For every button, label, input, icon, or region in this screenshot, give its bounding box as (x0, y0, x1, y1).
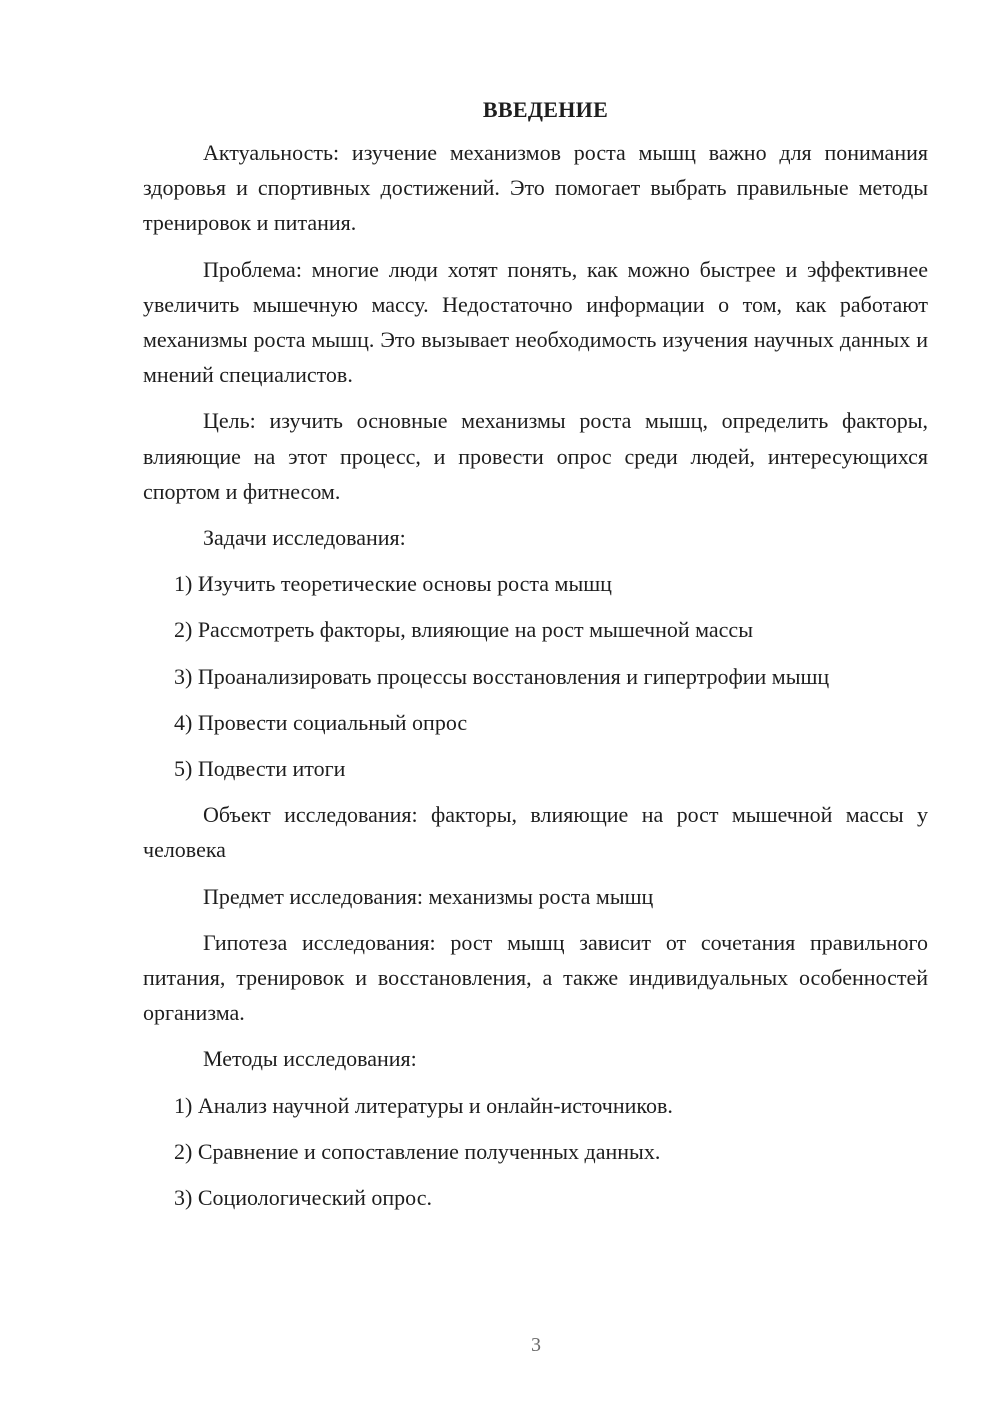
list-item: 3) Проанализировать процессы восстановления и гипертрофии мышц (174, 663, 830, 689)
list-item: 4) Провести социальный опрос (174, 709, 468, 735)
list-item: 2) Сравнение и сопоставление полученных данных. (174, 1138, 661, 1164)
list-item: 3) Социологический опрос. (174, 1185, 432, 1211)
list-item: 1) Изучить теоретические основы роста мышц (174, 571, 612, 597)
page-title: ВВЕДЕНИЕ (482, 97, 609, 122)
object-paragraph: Объект исследования: факторы, влияющие на рост мышечной массы у человека (143, 802, 928, 863)
list-item: 2) Рассмотреть факторы, влияющие на рост мышечной массы (174, 617, 753, 643)
hypothesis-paragraph: Гипотеза исследования: рост мышц зависит от сочетания правильного питания, тренировок и восстановления, а также индивидуальных особенностей организма. (143, 929, 928, 1026)
tasks-list (143, 566, 928, 786)
tasks-heading: Задачи исследования: (203, 525, 406, 551)
subject-paragraph: Предмет исследования: механизмы роста мышц (203, 883, 654, 909)
page-number: 3 (531, 1334, 541, 1356)
relevance-paragraph: Актуальность: изучение механизмов роста мышц важно для понимания здоровья и спортивных достижений. Это помогает выбрать правильные методы тренировок и питания. (143, 140, 928, 236)
goal-paragraph: Цель: изучить основные механизмы роста мышц, определить факторы, влияющие на этот процесс, и провести опрос среди людей, интересующихся спортом и фитнесом. (143, 408, 928, 504)
problem-paragraph: Проблема: многие люди хотят понять, как можно быстрее и эффективнее увеличить мышечную массу. Недостаточно информации о том, как работают механизмы роста мышц. Это вызывает необходимость изучения научных данных и мнений специалистов. (143, 256, 928, 388)
list-item: 1) Анализ научной литературы и онлайн-источников. (174, 1092, 673, 1118)
list-item: 5) Подвести итоги (174, 756, 346, 782)
methods-heading: Методы исследования: (203, 1046, 417, 1072)
methods-list (143, 1088, 928, 1216)
document-content (143, 95, 928, 1226)
